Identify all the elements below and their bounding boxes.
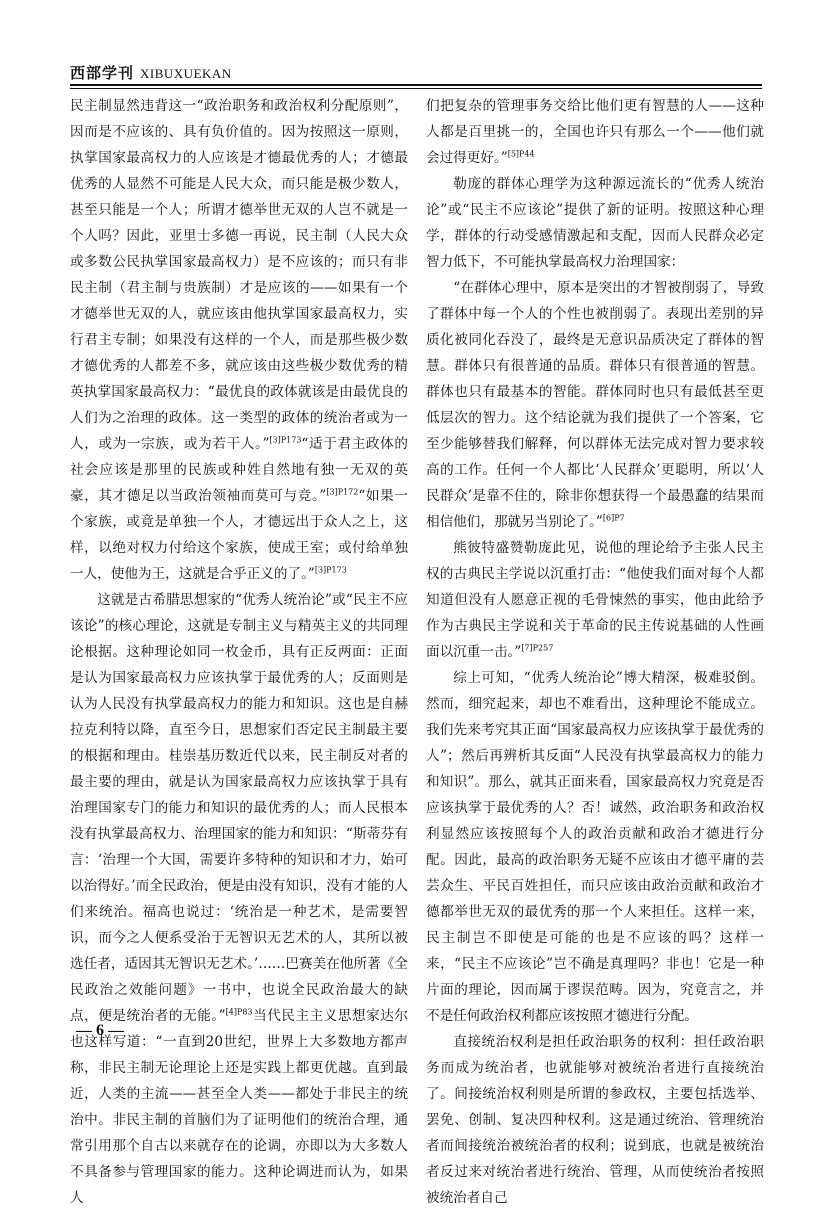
paragraph xyxy=(426,171,764,275)
citation-superscript: [5]P44 xyxy=(507,149,535,159)
paragraph-text: 民主制显然违背这一“政治职务和政治权利分配原则”，因而是不应该的、具有负价值的。因为按照这一原则，执掌国家最高权力的人应该是才德最优秀的人；才德最优秀的人显然不可能是人民大众，而只能是极少数人，甚至只能是一个人；所谓才德举世无双的人岂不就是一个人吗？因此，亚里士多德一再说，民主制（人民大众或多数公民执掌国家最高权力）是不应该的；而只有非民主制（君主制与贵族制）才是应该的——如果有一个才德举世无双的人，就应该由他执掌国家最高权力，实行君主专制；如果没有这样的一个人，而是那些极少数才德优秀的人都差不多，就应该由这些极少数优秀的精英执掌国家最高权力：“最优良的政体就该是由最优良的人们为之治理的政体。这一类型的政体的统治者或为一人，或为一宗族，或为若干人。” xyxy=(70,98,408,452)
citation-superscript: [3]P172 xyxy=(326,487,359,497)
paragraph-text: 这就是古希腊思想家的“优秀人统治论”或“民主不应该论”的核心理论，这就是专制主义与精英主义的共同理论根据。这种理论如同一枚金币，具有正反两面：正面是认为国家最高权力应该执掌于最优秀的人；反面则是认为人民没有执掌最高权力的能力和知识。这也是自赫拉克利特以降，直至今日，思想家们否定民主制最主要的根据和理由。桂崇基历数近代以来，民主制反对者的最主要的理由，就是认为国家最高权力应该执掌于具有治理国家专门的能力和知识的最优秀的人；而人民根本没有执掌最高权力、治理国家的能力和知识：“斯蒂芬有言：‘治理一个大国，需要许多特种的知识和才力，始可以治得好。’而全民政治，便是由没有知识，没有才能的人们来统治。福高也说过：‘统治是一种艺术，是需要智识，而今之人便系受治于无智识无艺术的人，其所以被选任者，适因其无智识无艺术。’……巴赛美在他所著《全民政治之效能问题》一书中，也说全民政治最大的缺点，便是统治者的无能。” xyxy=(70,592,408,1024)
citation-superscript: [6]P7 xyxy=(602,513,625,523)
paragraph-text: 们把复杂的管理事务交给比他们更有智慧的人——这种人都是百里挑一的，全国也许只有那么一个——他们就会过得更好。” xyxy=(426,98,764,166)
paragraph-text: 勒庞的群体心理学为这种源远流长的“优秀人统治论”或“民主不应该论”提供了新的证明。按照这种心理学，群体的行动受感情激起和支配，因而人民群众必定智力低下，不可能执掌最高权力治理国家： xyxy=(426,176,764,270)
paragraph-text: 当代民主主义思想家达尔也这样写道：“一直到20世纪，世界上大多数地方都声称，非民主制无论理论上还是实践上都更优越。直到最近，人类的主流——甚至全人类——都处于非民主的统治中。非民主制的首脑们为了证明他们的统治合理，通常引用那个自古以来就存在的论调，亦即以为大多数人不具备参与管理国家的能力。这种论调进而认为，如果人 xyxy=(70,1008,408,1206)
citation-superscript: [4]P83 xyxy=(225,1007,253,1017)
journal-title: 西部学刊 xyxy=(70,64,135,82)
paragraph xyxy=(426,1029,764,1211)
running-header xyxy=(70,62,762,84)
right-column xyxy=(426,93,764,1211)
citation-superscript: [3]P173 xyxy=(314,565,347,575)
paragraph xyxy=(70,587,408,1211)
paragraph xyxy=(426,93,764,171)
paragraph-text: “适于君主政体的社会应该是那里的民族或种姓自然地有独一无双的英豪，其才德足以当政治领袖而莫可与竞。” xyxy=(70,436,408,504)
header-rule-thick xyxy=(70,84,762,86)
journal-pinyin: XIBUXUEKAN xyxy=(140,66,232,81)
citation-superscript: [3]P173 xyxy=(269,435,302,445)
paragraph xyxy=(426,535,764,665)
citation-superscript: [7]P257 xyxy=(521,643,554,653)
paragraph xyxy=(70,93,408,587)
header-rule-thin xyxy=(70,88,762,89)
paragraph xyxy=(426,275,764,535)
paragraph-text: 直接统治权利是担任政治职务的权利：担任政治职务而成为统治者，也就能够对被统治者进行直接统治了。间接统治权利则是所谓的参政权，主要包括选举、罢免、创制、复决四种权利。这是通过统治、管理统治者而间接统治被统治者的权利；说到底，也就是被统治者反过来对统治者进行统治、管理，从而使统治者按照被统治者自己 xyxy=(426,1034,764,1206)
paragraph-text: 熊彼特盛赞勒庞此见，说他的理论给予主张人民主权的古典民主学说以沉重打击：“他使我们面对每个人都知道但没有人愿意正视的毛骨悚然的事实，他由此给予作为古典民主学说和关于革命的民主传说基础的人性画面以沉重一击。” xyxy=(426,540,764,660)
paragraph xyxy=(426,665,764,1029)
page-number: — 6 — xyxy=(76,1022,124,1039)
paragraph-text: “如果一个家族，或竟是单独一个人，才德远出于众人之上，这样，以绝对权力付给这个家族，使成王室；或付给单独一人，使他为王，这就是合乎正义的了。” xyxy=(70,488,408,582)
paragraph-text: 综上可知，“优秀人统治论”博大精深，极难驳倒。然而，细究起来，却也不难看出，这种理论不能成立。我们先来考究其正面“国家最高权力应该执掌于最优秀的人”；然后再辨析其反面“人民没有执掌最高权力的能力和知识”。那么，就其正面来看，国家最高权力究竟是否应该执掌于最优秀的人？否！诚然，政治职务和政治权利显然应该按照每个人的政治贡献和政治才德进行分配。因此，最高的政治职务无疑不应该由才德平庸的芸芸众生、平民百姓担任，而只应该由政治贡献和政治才德都举世无双的最优秀的那一个人来担任。这样一来，民主制岂不即使是可能的也是不应该的吗？这样一来，“民主不应该论”岂不确是真理吗？非也！它是一种片面的理论，因而属于谬误范畴。因为，究竟言之，并不是任何政治权利都应该按照才德进行分配。 xyxy=(426,670,764,1024)
left-column xyxy=(70,93,408,1211)
paragraph-text: “在群体心理中，原本是突出的才智被削弱了，导致了群体中每一个人的个性也被削弱了。表现出差别的异质化被同化吞没了，最终是无意识品质决定了群体的智慧。群体只有很普通的品质。群体只有很普通的智慧。群体也只有最基本的智能。群体同时也只有最低甚至更低层次的智力。这个结论就为我们提供了一个答案，它至少能够替我们解释，何以群体无法完成对智力要求较高的工作。任何一个人都比‘人民群众’更聪明，所以‘人民群众’是靠不住的，除非你想获得一个最愚蠢的结果而相信他们，那就另当别论了。” xyxy=(426,280,764,530)
